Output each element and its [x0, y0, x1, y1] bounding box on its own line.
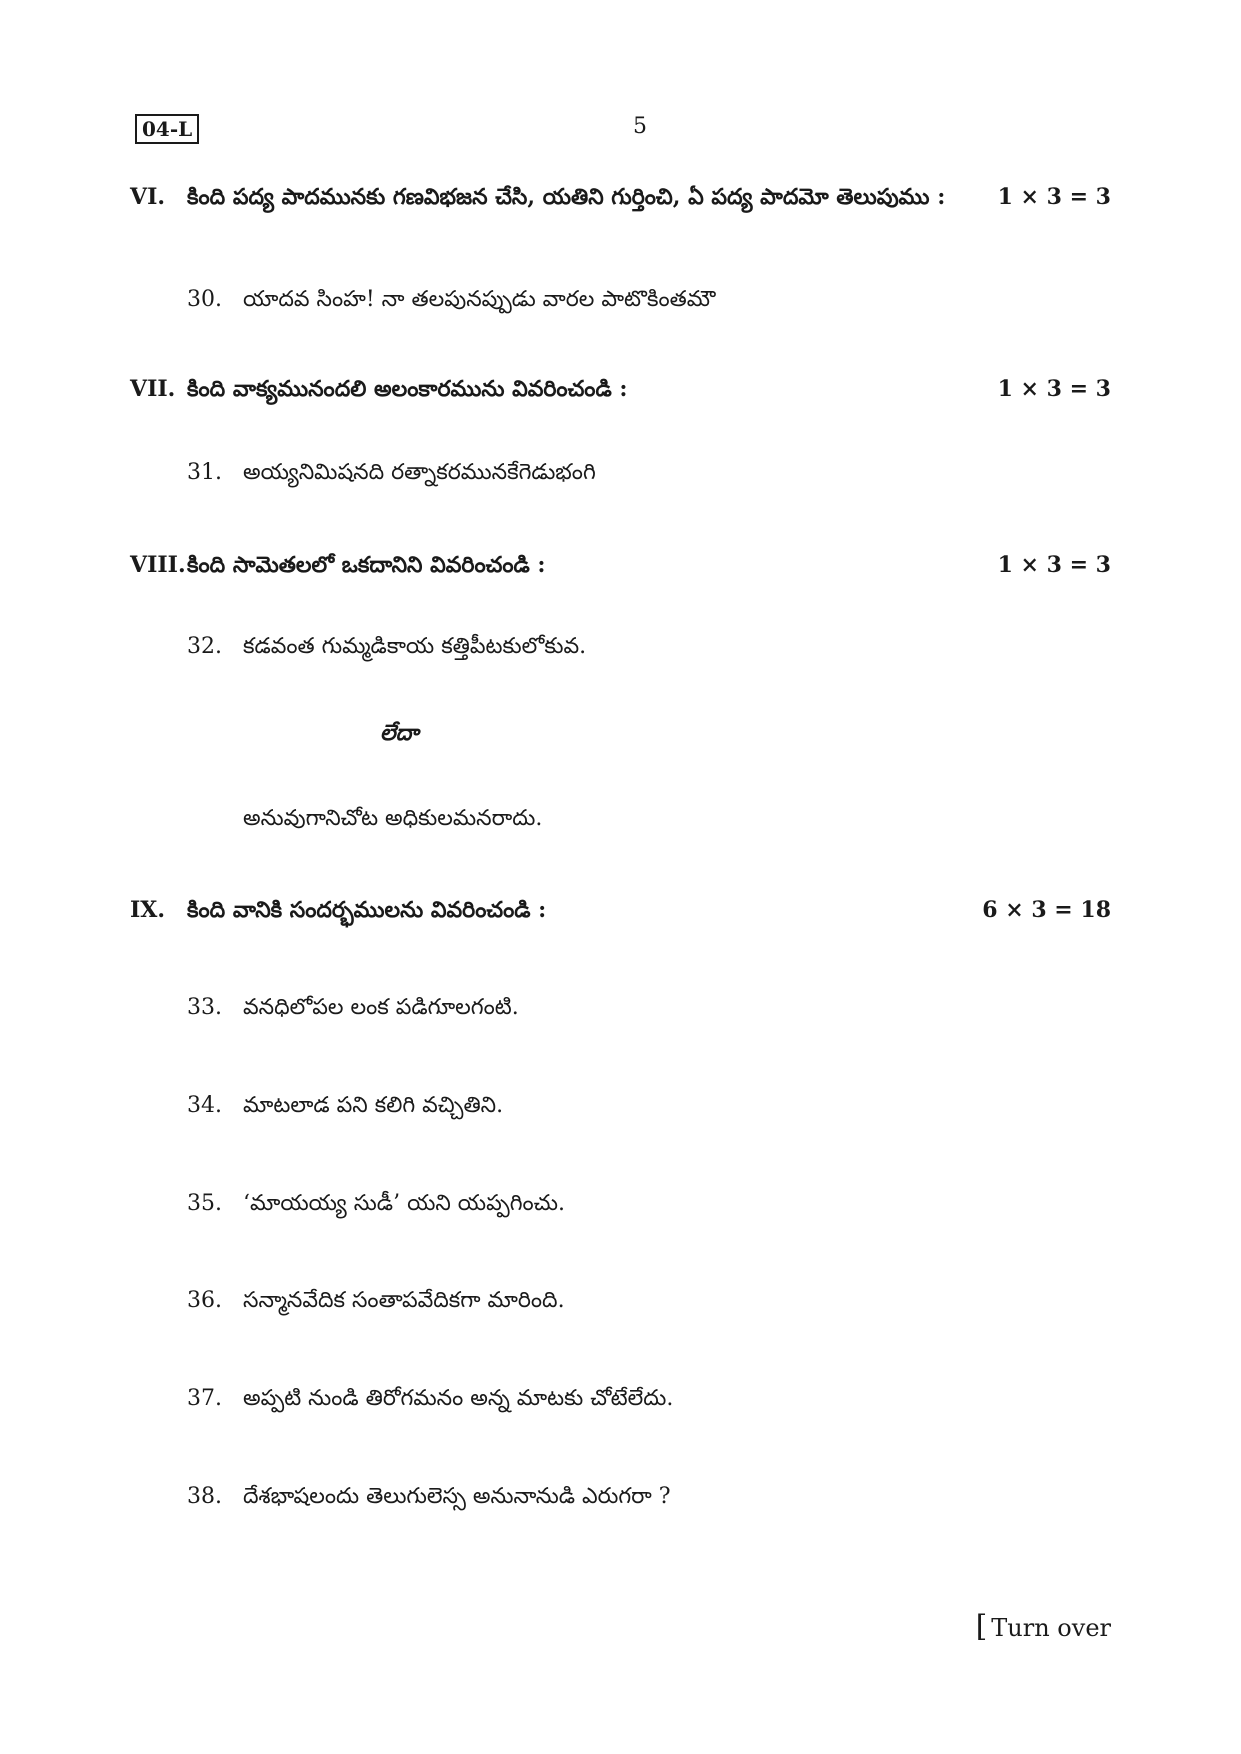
section-number: VI.	[130, 184, 166, 210]
question-number: 38.	[187, 1484, 222, 1509]
question-number: 34.	[187, 1093, 222, 1118]
section-number: VIII.	[130, 552, 186, 578]
question-text: వనధిలోపల లంక పడిగూలగంటి.	[243, 995, 519, 1020]
section-instruction: కింది వాక్యమునందలి అలంకారమును వివరించండి :	[187, 376, 628, 402]
or-label: లేదా	[380, 720, 419, 746]
question-number: 31.	[187, 460, 222, 485]
question-number: 37.	[187, 1386, 222, 1411]
question-text: అప్పటి నుండి తిరోగమనం అన్న మాటకు చోటేలేదు.	[243, 1386, 674, 1411]
question-text: అయ్యనిమిషనది రత్నాకరమునకేగెడుభంగి	[243, 460, 596, 485]
section-instruction: కింది పద్య పాదమునకు గణవిభజన చేసి, యతిని గుర్తించి, ఏ పద్య పాదమో తెలుపుము :	[187, 184, 946, 210]
section-marks: 1 × 3 = 3	[997, 376, 1111, 402]
section-number: VII.	[130, 376, 176, 402]
section-marks: 1 × 3 = 3	[997, 184, 1111, 210]
section-marks: 1 × 3 = 3	[997, 552, 1111, 578]
section-instruction: కింది సామెతలలో ఒకదానిని వివరించండి :	[187, 552, 546, 578]
question-number: 36.	[187, 1288, 222, 1313]
paper-code-box: 04-L	[135, 114, 199, 144]
question-text: మాటలాడ పని కలిగి వచ్చితిని.	[243, 1093, 504, 1118]
question-text: దేశభాషలందు తెలుగులెస్స అనునానుడి ఎరుగరా ?	[243, 1484, 671, 1509]
turn-over-note	[975, 1609, 1111, 1644]
turn-over-label: Turn over	[991, 1614, 1111, 1642]
bracket-glyph: [	[975, 1609, 988, 1644]
question-text: యాదవ సింహ! నా తలపునప్పుడు వారల పాటొకింతమౌ	[243, 287, 716, 312]
section-marks: 6 × 3 = 18	[982, 897, 1111, 923]
page-number: 5	[633, 114, 647, 139]
section-number: IX.	[130, 897, 166, 923]
question-text: సన్మానవేదిక సంతాపవేదికగా మారింది.	[243, 1288, 565, 1313]
question-number: 33.	[187, 995, 222, 1020]
alternative-text: అనువుగానిచోట అధికులమనరాదు.	[243, 806, 543, 831]
question-number: 32.	[187, 634, 222, 659]
section-instruction: కింది వానికి సందర్భములను వివరించండి :	[187, 897, 547, 923]
question-text: ‘మాయయ్య సుడీ’ యని యప్పగించు.	[243, 1191, 565, 1216]
question-number: 35.	[187, 1191, 222, 1216]
question-number: 30.	[187, 287, 222, 312]
question-text: కడవంత గుమ్మడికాయ కత్తిపీటకులోకువ.	[243, 634, 587, 659]
